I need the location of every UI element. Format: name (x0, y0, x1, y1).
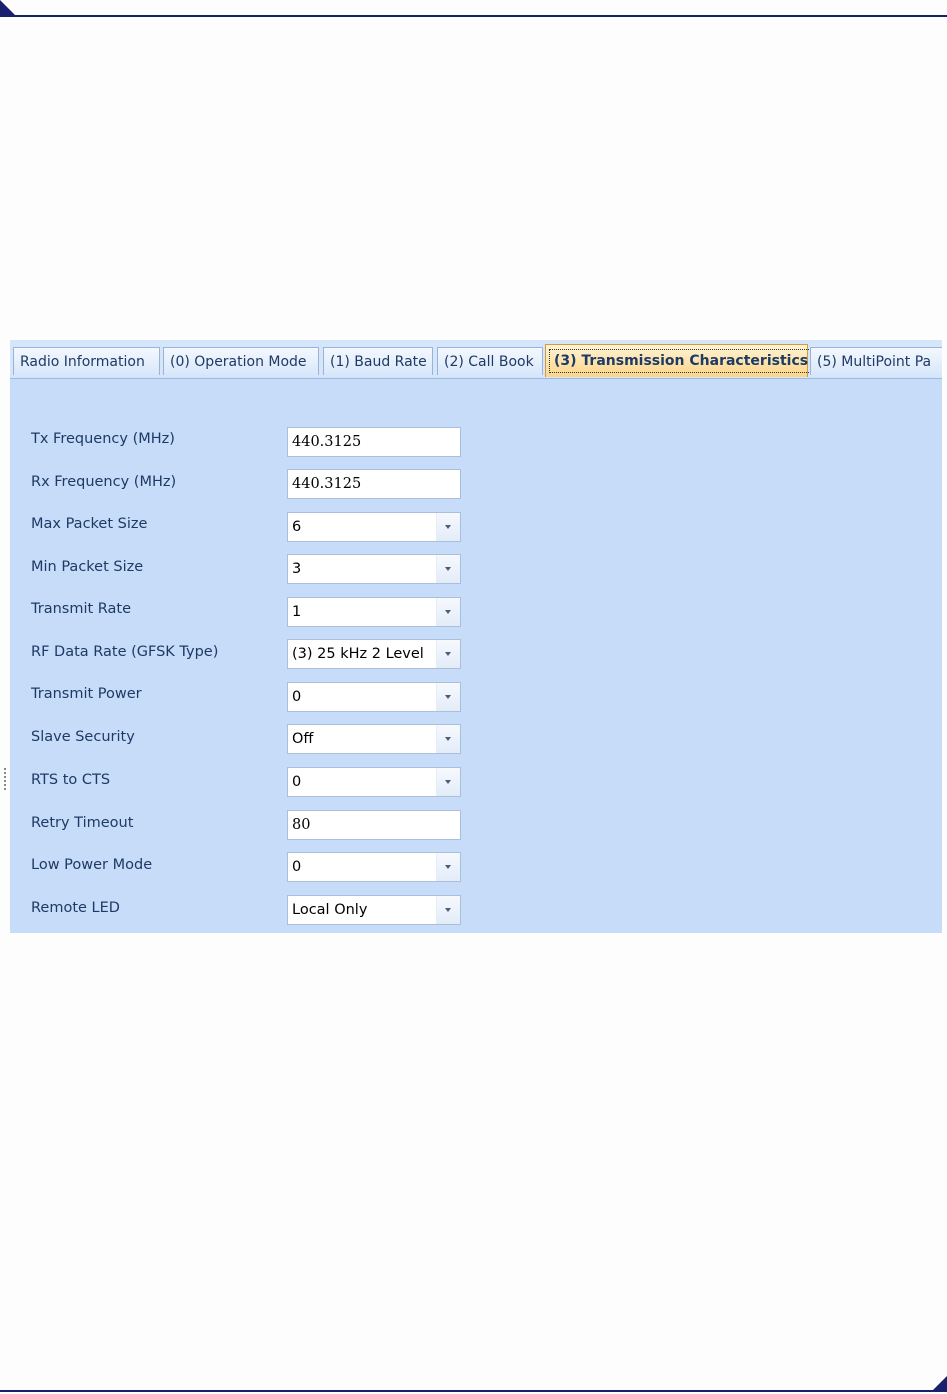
chevron-down-icon (445, 652, 451, 656)
transmit-rate-dropdown[interactable] (287, 597, 461, 627)
chevron-down-icon (445, 780, 451, 784)
dropdown-button[interactable] (436, 683, 460, 711)
field-value: 1 (292, 604, 302, 620)
low-power-mode-label: Low Power Mode (31, 857, 153, 873)
field-value: 440.3125 (292, 476, 362, 492)
max-packet-size-dropdown[interactable] (287, 512, 461, 542)
tab-label: (1) Baud Rate (330, 354, 427, 370)
page-corner-mark (0, 0, 16, 16)
tab-label: (5) MultiPoint Pa (817, 354, 932, 370)
rf-data-rate-dropdown[interactable] (287, 639, 461, 669)
slave-security-label: Slave Security (31, 729, 135, 745)
field-value: 3 (292, 561, 302, 577)
dropdown-button[interactable] (436, 768, 460, 796)
field-value: 0 (292, 774, 302, 790)
chevron-down-icon (445, 865, 451, 869)
dropdown-button[interactable] (436, 513, 460, 541)
splitter-grip[interactable] (4, 768, 8, 790)
tx-frequency-input[interactable] (287, 427, 461, 457)
retry-timeout-input[interactable] (287, 810, 461, 840)
rts-to-cts-dropdown[interactable] (287, 767, 461, 797)
chevron-down-icon (445, 908, 451, 912)
chevron-down-icon (445, 525, 451, 529)
min-packet-size-dropdown[interactable] (287, 554, 461, 584)
remote-led-label: Remote LED (31, 900, 120, 916)
tab-baud-rate[interactable] (323, 347, 433, 375)
tab-transmission-characteristics[interactable] (545, 344, 808, 377)
tab-operation-mode[interactable] (163, 347, 319, 375)
footer-rule (0, 1390, 947, 1392)
dropdown-button[interactable] (436, 725, 460, 753)
rx-frequency-label: Rx Frequency (MHz) (31, 474, 177, 490)
tab-radio-information[interactable] (13, 347, 160, 375)
rf-data-rate-label: RF Data Rate (GFSK Type) (31, 644, 219, 660)
max-packet-size-label: Max Packet Size (31, 516, 148, 532)
retry-timeout-label: Retry Timeout (31, 815, 134, 831)
rx-frequency-input[interactable] (287, 469, 461, 499)
low-power-mode-dropdown[interactable] (287, 852, 461, 882)
page-corner-mark (933, 1376, 947, 1390)
remote-led-dropdown[interactable] (287, 895, 461, 925)
chevron-down-icon (445, 567, 451, 571)
rts-to-cts-label: RTS to CTS (31, 772, 111, 788)
field-value: 0 (292, 689, 302, 705)
dropdown-button[interactable] (436, 640, 460, 668)
min-packet-size-label: Min Packet Size (31, 559, 144, 575)
tab-call-book[interactable] (437, 347, 543, 375)
dropdown-button[interactable] (436, 598, 460, 626)
tab-multipoint[interactable] (810, 347, 942, 375)
field-value: Local Only (292, 902, 368, 918)
tab-label: (2) Call Book (444, 354, 534, 370)
header-rule (0, 15, 947, 17)
chevron-down-icon (445, 695, 451, 699)
dropdown-button[interactable] (436, 896, 460, 924)
field-value: (3) 25 kHz 2 Level (292, 646, 424, 662)
dropdown-button[interactable] (436, 853, 460, 881)
tx-frequency-label: Tx Frequency (MHz) (31, 431, 175, 447)
dropdown-button[interactable] (436, 555, 460, 583)
field-value: 6 (292, 519, 302, 535)
chevron-down-icon (445, 610, 451, 614)
transmit-power-label: Transmit Power (31, 686, 142, 702)
field-value: 0 (292, 859, 302, 875)
slave-security-dropdown[interactable] (287, 724, 461, 754)
transmit-power-dropdown[interactable] (287, 682, 461, 712)
chevron-down-icon (445, 737, 451, 741)
config-window (10, 340, 942, 933)
tab-label: (0) Operation Mode (170, 354, 307, 370)
tab-strip (10, 340, 942, 379)
tab-label: (3) Transmission Characteristics (549, 349, 813, 373)
field-value: 80 (292, 817, 311, 833)
field-value: Off (292, 731, 314, 747)
transmit-rate-label: Transmit Rate (31, 601, 132, 617)
tab-label: Radio Information (20, 354, 145, 370)
field-value: 440.3125 (292, 434, 362, 450)
